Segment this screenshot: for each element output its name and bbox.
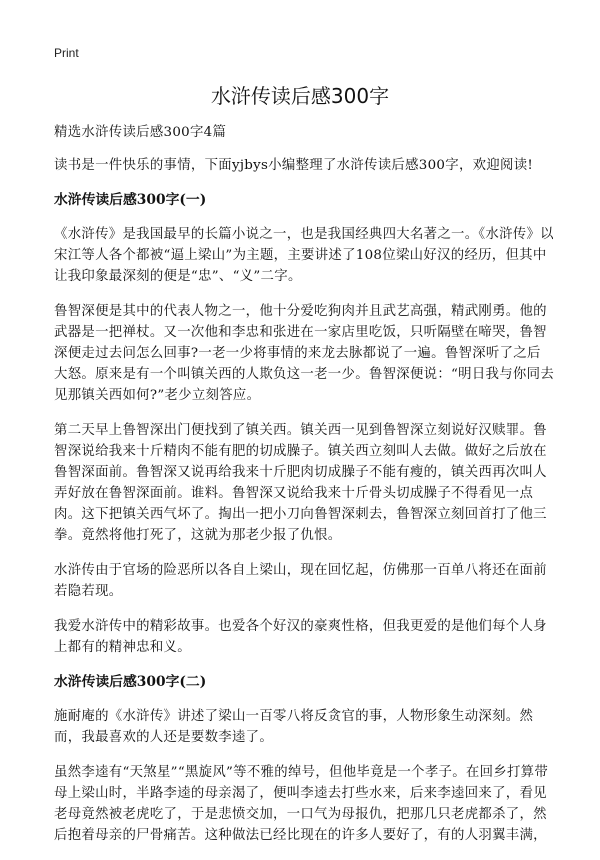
section-heading-2: 水浒传读后感300字(二): [54, 674, 207, 690]
paragraph: 我爱水浒传中的精彩故事。也爱各个好汉的豪爽性格，但我更爱的是他们每个人身上都有的精神忠和义。: [54, 619, 547, 655]
paragraph: 水浒传由于官场的险恶所以各自上梁山，现在回忆起，仿佛那一百单八将还在面前若隐若现。: [54, 563, 547, 599]
paragraph: 鲁智深便是其中的代表人物之一，他十分爱吃狗肉并且武艺高强，精武刚勇。他的武器是一把禅杖。又一次他和李忠和张进在一家店里吃饭，只听隔壁在啼哭，鲁智深便走过去问怎么回事?一老一少将事情的来龙去脉都说了一遍。鲁智深听了之后大怒。原来是有一个叫镇关西的人欺负这一老一少。鲁智深便说：“明日我与你同去见那镇关西如何?”老少立刻答应。: [54, 304, 555, 403]
paragraph: 虽然李逵有“天煞星”“黑旋风”等不雅的绰号，但他毕竟是一个孝子。在回乡打算带母上梁山时，半路李逵的母亲渴了，便叫李逵去打些水来，后来李逵回来了，看见老母竟然被老虎吃了，于是悲愤交加，一口气为母报仇，把那几只老虎都杀了，然后抱着母亲的尸骨痛苦。这种做法已经比现在的许多人要好了，有的人羽翼丰满，: [54, 765, 549, 843]
paragraph: 《水浒传》是我国最早的长篇小说之一，也是我国经典四大名著之一。《水浒传》以宋江等人各个都被“逼上梁山”为主题，主要讲述了108位梁山好汉的经历，但其中让我印象最深刻的便是“忠”、“义”二字。: [54, 227, 554, 284]
intro-paragraph: 读书是一件快乐的事情，下面yjbys小编整理了水浒传读后感300字，欢迎阅读!: [54, 158, 534, 173]
article-body: [54, 122, 554, 860]
section-heading-1: 水浒传读后感300字(一): [54, 192, 207, 208]
page-title: 水浒传读后感300字: [210, 84, 390, 108]
paragraph: 施耐庵的《水浒传》讲述了梁山一百零八将反贪官的事，人物形象生动深刻。然而，我最喜欢的人还是要数李逵了。: [54, 709, 534, 745]
subtitle: 精选水浒传读后感300字4篇: [54, 125, 227, 140]
paragraph: 第二天早上鲁智深出门便找到了镇关西。镇关西一见到鲁智深立刻说好汉赎罪。鲁智深说给我来十斤精肉不能有肥的切成臊子。镇关西立刻叫人去做。做好之后放在鲁智深面前。鲁智深又说再给我来十斤肥肉切成臊子不能有瘦的，镇关西再次叫人弄好放在鲁智深面前。谁料。鲁智深又说给我来十斤骨头切成臊子不得看见一点肉。这下把镇关西气坏了。掏出一把小刀向鲁智深刺去，鲁智深立刻回首打了他三拳。竟然将他打死了，这就为那老少报了仇恨。: [54, 423, 547, 543]
print-link[interactable]: Print: [54, 46, 79, 60]
